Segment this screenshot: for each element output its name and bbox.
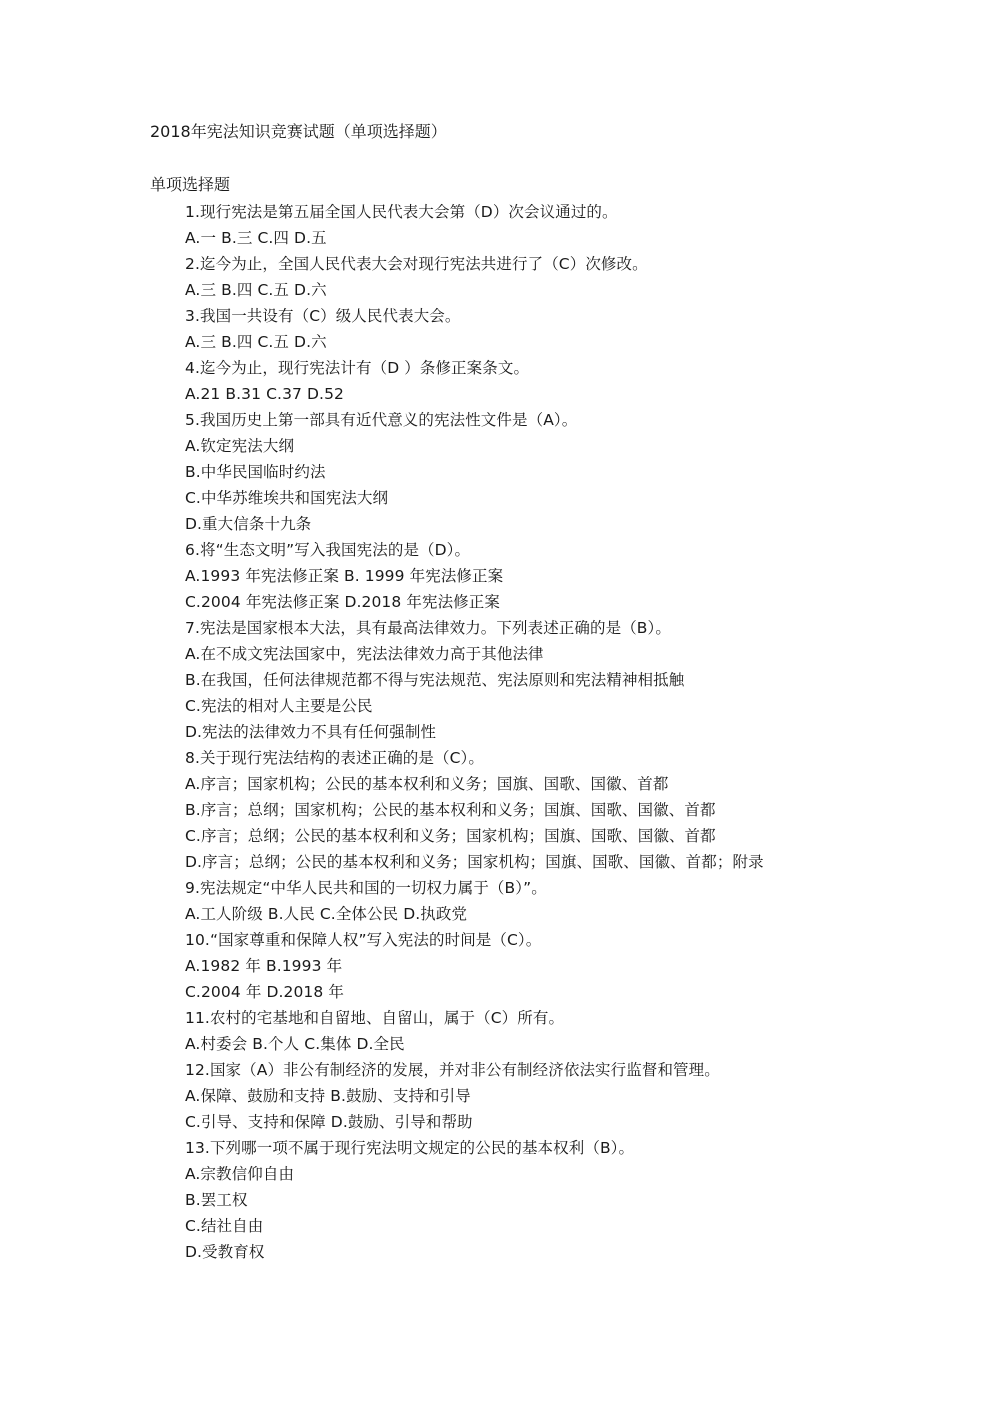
answer-option-line: C.2004 年宪法修正案 D.2018 年宪法修正案 xyxy=(185,593,500,611)
question-text: 9.宪法规定“中华人民共和国的一切权力属于（B）”。 xyxy=(185,879,547,897)
answer-option-line: D.宪法的法律效力不具有任何强制性 xyxy=(185,723,437,741)
question-text: 8.关于现行宪法结构的表述正确的是（C）。 xyxy=(185,749,484,767)
question-text: 3.我国一共设有（C）级人民代表大会。 xyxy=(185,307,461,325)
section-heading: 单项选择题 xyxy=(150,175,231,194)
question-text: 2.迄今为止，全国人民代表大会对现行宪法共进行了（C）次修改。 xyxy=(185,255,648,273)
answer-option-line: B.序言；总纲；国家机构；公民的基本权利和义务；国旗、国歌、国徽、首都 xyxy=(185,801,716,819)
answer-option-line: C.引导、支持和保障 D.鼓励、引导和帮助 xyxy=(185,1113,473,1131)
question-text: 6.将“生态文明”写入我国宪法的是（D）。 xyxy=(185,541,471,559)
answer-option-line: C.宪法的相对人主要是公民 xyxy=(185,697,373,715)
answer-option-line: A.三 B.四 C.五 D.六 xyxy=(185,281,327,299)
answer-option-line: B.在我国，任何法律规范都不得与宪法规范、宪法原则和宪法精神相抵触 xyxy=(185,671,685,689)
answer-option-line: A.三 B.四 C.五 D.六 xyxy=(185,333,327,351)
answer-option-line: A.序言；国家机构；公民的基本权利和义务；国旗、国歌、国徽、首都 xyxy=(185,775,669,793)
answer-option-line: A.钦定宪法大纲 xyxy=(185,437,295,455)
question-list xyxy=(185,199,885,1265)
question-text: 12.国家（A）非公有制经济的发展，并对非公有制经济依法实行监督和管理。 xyxy=(185,1061,720,1079)
answer-option-line: D.序言；总纲；公民的基本权利和义务；国家机构；国旗、国歌、国徽、首都；附录 xyxy=(185,853,764,871)
answer-option-line: C.2004 年 D.2018 年 xyxy=(185,983,344,1001)
question-text: 5.我国历史上第一部具有近代意义的宪法性文件是（A）。 xyxy=(185,411,578,429)
answer-option-line: C.中华苏维埃共和国宪法大纲 xyxy=(185,489,389,507)
answer-option-line: A.21 B.31 C.37 D.52 xyxy=(185,385,345,403)
question-text: 7.宪法是国家根本大法，具有最高法律效力。下列表述正确的是（B）。 xyxy=(185,619,671,637)
answer-option-line: A.1982 年 B.1993 年 xyxy=(185,957,343,975)
answer-option-line: C.序言；总纲；公民的基本权利和义务；国家机构；国旗、国歌、国徽、首都 xyxy=(185,827,716,845)
question-text: 1.现行宪法是第五届全国人民代表大会第（D）次会议通过的。 xyxy=(185,203,618,221)
answer-option-line: D.受教育权 xyxy=(185,1243,265,1261)
answer-option-line: D.重大信条十九条 xyxy=(185,515,312,533)
question-text: 4.迄今为止，现行宪法计有（D ）条修正案条文。 xyxy=(185,359,530,377)
document-title: 2018年宪法知识竞赛试题（单项选择题） xyxy=(150,122,447,141)
answer-option-line: A.村委会 B.个人 C.集体 D.全民 xyxy=(185,1035,405,1053)
answer-option-line: A.一 B.三 C.四 D.五 xyxy=(185,229,327,247)
question-text: 10.“国家尊重和保障人权”写入宪法的时间是（C）。 xyxy=(185,931,542,949)
answer-option-line: C.结社自由 xyxy=(185,1217,264,1235)
answer-option-line: A.1993 年宪法修正案 B. 1999 年宪法修正案 xyxy=(185,567,504,585)
answer-option-line: A.宗教信仰自由 xyxy=(185,1165,295,1183)
answer-option-line: B.罢工权 xyxy=(185,1191,248,1209)
answer-option-line: A.工人阶级 B.人民 C.全体公民 D.执政党 xyxy=(185,905,468,923)
answer-option-line: B.中华民国临时约法 xyxy=(185,463,326,481)
answer-option-line: A.在不成文宪法国家中，宪法法律效力高于其他法律 xyxy=(185,645,544,663)
question-text: 13.下列哪一项不属于现行宪法明文规定的公民的基本权利（B）。 xyxy=(185,1139,635,1157)
answer-option-line: A.保障、鼓励和支持 B.鼓励、支持和引导 xyxy=(185,1087,471,1105)
question-text: 11.农村的宅基地和自留地、自留山，属于（C）所有。 xyxy=(185,1009,565,1027)
